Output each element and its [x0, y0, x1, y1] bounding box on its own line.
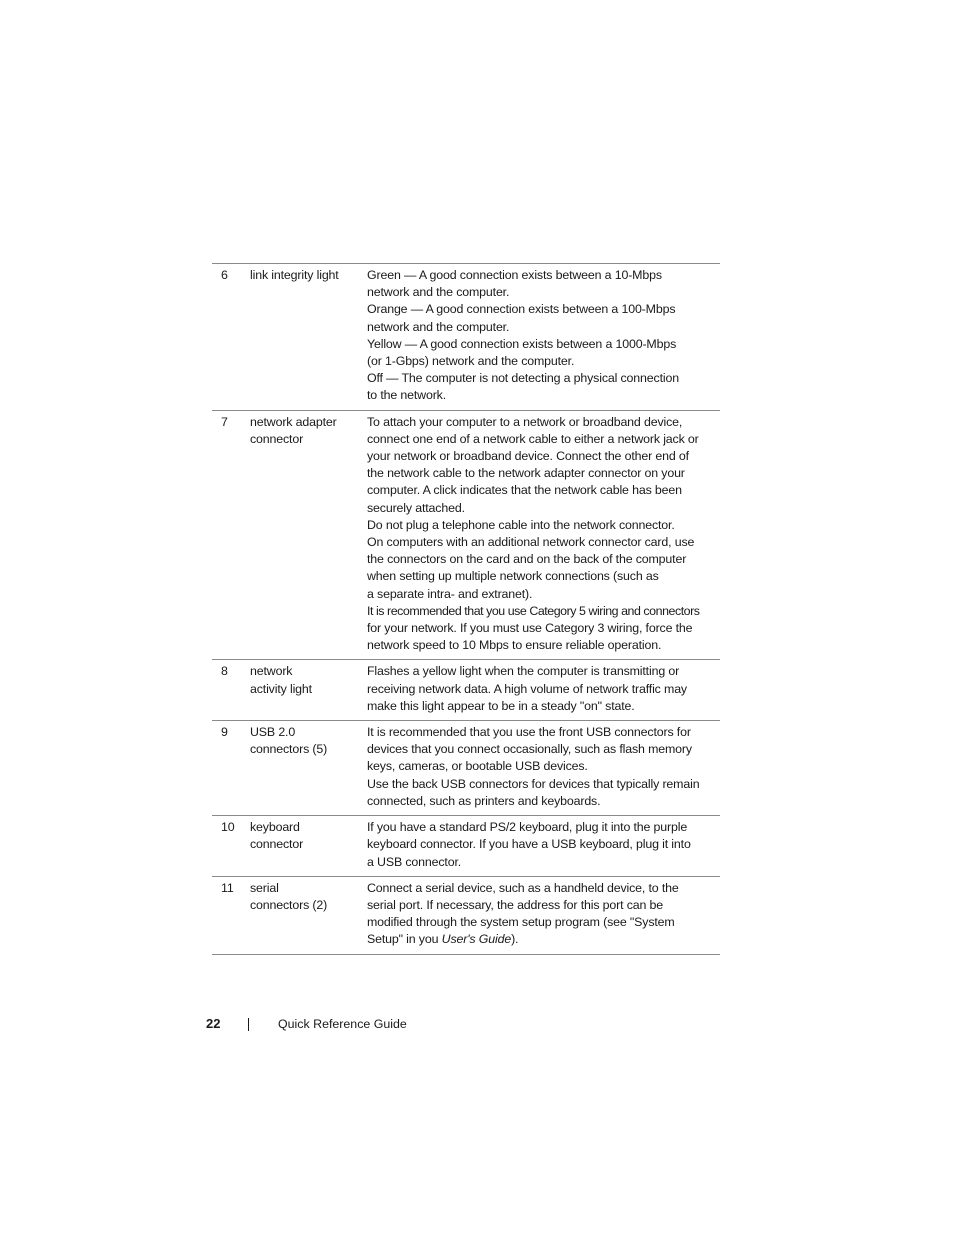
description-line: to the network.	[367, 388, 447, 403]
document-title: Quick Reference Guide	[278, 1017, 407, 1031]
item-name	[250, 724, 367, 810]
table-row	[212, 660, 720, 721]
description-line	[367, 931, 720, 948]
description-line: computer. A click indicates that the network cable has been	[367, 483, 682, 498]
description-line: a separate intra- and extranet).	[367, 586, 533, 601]
item-number: 7	[221, 414, 228, 429]
description-line: the network cable to the network adapter connector on your	[367, 466, 685, 481]
item-name	[250, 819, 367, 871]
description-line: network and the computer.	[367, 319, 510, 334]
description-line: To attach your computer to a network or broadband device,	[367, 414, 683, 429]
description-line: connected, such as printers and keyboards.	[367, 793, 601, 808]
item-name-line: network adapter	[250, 414, 337, 429]
description-line: serial port. If necessary, the address for this port can be	[367, 897, 664, 912]
description-line: receiving network data. A high volume of network traffic may	[367, 681, 687, 696]
description-text: ).	[511, 932, 519, 947]
item-name	[250, 663, 367, 715]
item-name	[250, 880, 367, 949]
description-line: (or 1-Gbps) network and the computer.	[367, 354, 575, 369]
table-row	[212, 721, 720, 816]
item-description	[367, 880, 720, 949]
item-name-line: USB 2.0	[250, 725, 296, 740]
description-line: Use the back USB connectors for devices that typically remain	[367, 776, 700, 791]
item-number: 8	[221, 664, 228, 679]
item-name-line: link integrity light	[250, 268, 339, 282]
table-row	[212, 877, 720, 955]
item-description	[367, 724, 720, 810]
table-row	[212, 411, 720, 661]
item-name	[250, 267, 367, 405]
table-row	[212, 816, 720, 877]
item-description	[367, 267, 720, 405]
description-line: It is recommended that you use the front USB connectors for	[367, 725, 691, 740]
description-line: a USB connector.	[367, 854, 462, 869]
description-line: If you have a standard PS/2 keyboard, plug it into the purple	[367, 820, 688, 835]
description-line: securely attached.	[367, 500, 465, 515]
item-number: 9	[221, 725, 228, 740]
item-name-line: connector	[250, 431, 304, 446]
description-line: keyboard connector. If you have a USB keyboard, plug it into	[367, 837, 691, 852]
item-name-line: connectors (2)	[250, 897, 328, 912]
table-row	[212, 264, 720, 411]
description-line: Orange — A good connection exists between a 100-Mbps	[367, 302, 676, 317]
description-line: connect one end of a network cable to either a network jack or	[367, 431, 699, 446]
connector-table	[212, 263, 720, 955]
description-line: network and the computer.	[367, 285, 510, 300]
description-line: modified through the system setup program (see "System	[367, 915, 675, 930]
item-name-line: connectors (5)	[250, 742, 328, 757]
item-name-line: connector	[250, 837, 304, 852]
description-line: keys, cameras, or bootable USB devices.	[367, 759, 588, 774]
description-line: when setting up multiple network connections (such as	[367, 569, 659, 584]
item-name-line: keyboard	[250, 820, 300, 835]
users-guide-reference: User's Guide	[441, 932, 512, 947]
item-description	[367, 663, 720, 715]
description-line: Yellow — A good connection exists between a 1000-Mbps	[367, 336, 677, 351]
item-number: 10	[221, 820, 235, 835]
description-text: Setup" in you	[367, 932, 442, 947]
item-name-line: serial	[250, 880, 279, 895]
item-number: 6	[221, 268, 228, 282]
description-line: Off — The computer is not detecting a physical connection	[367, 371, 679, 386]
description-line: for your network. If you must use Category 3 wiring, force the	[367, 621, 693, 636]
item-number: 11	[221, 880, 234, 895]
description-line: devices that you connect occasionally, such as flash memory	[367, 742, 692, 757]
page-number: 22	[206, 1016, 221, 1031]
description-line: It is recommended that you use Category 5 wiring and connectors	[367, 603, 700, 618]
page-footer	[206, 1014, 606, 1034]
item-description	[367, 414, 720, 655]
description-line: network speed to 10 Mbps to ensure reliable operation.	[367, 638, 662, 653]
footer-separator	[248, 1018, 249, 1031]
description-line: the connectors on the card and on the back of the computer	[367, 552, 687, 567]
item-name-line: activity light	[250, 681, 312, 696]
description-line: make this light appear to be in a steady "on" state.	[367, 698, 635, 713]
description-line: your network or broadband device. Connect the other end of	[367, 449, 689, 464]
description-line: On computers with an additional network connector card, use	[367, 535, 695, 550]
description-line: Do not plug a telephone cable into the network connector.	[367, 517, 675, 532]
description-line: Green — A good connection exists between a 10-Mbps	[367, 268, 662, 282]
item-description	[367, 819, 720, 871]
description-line: Flashes a yellow light when the computer is transmitting or	[367, 664, 680, 679]
item-name	[250, 414, 367, 655]
description-line: Connect a serial device, such as a handheld device, to the	[367, 880, 679, 895]
item-name-line: network	[250, 664, 293, 679]
